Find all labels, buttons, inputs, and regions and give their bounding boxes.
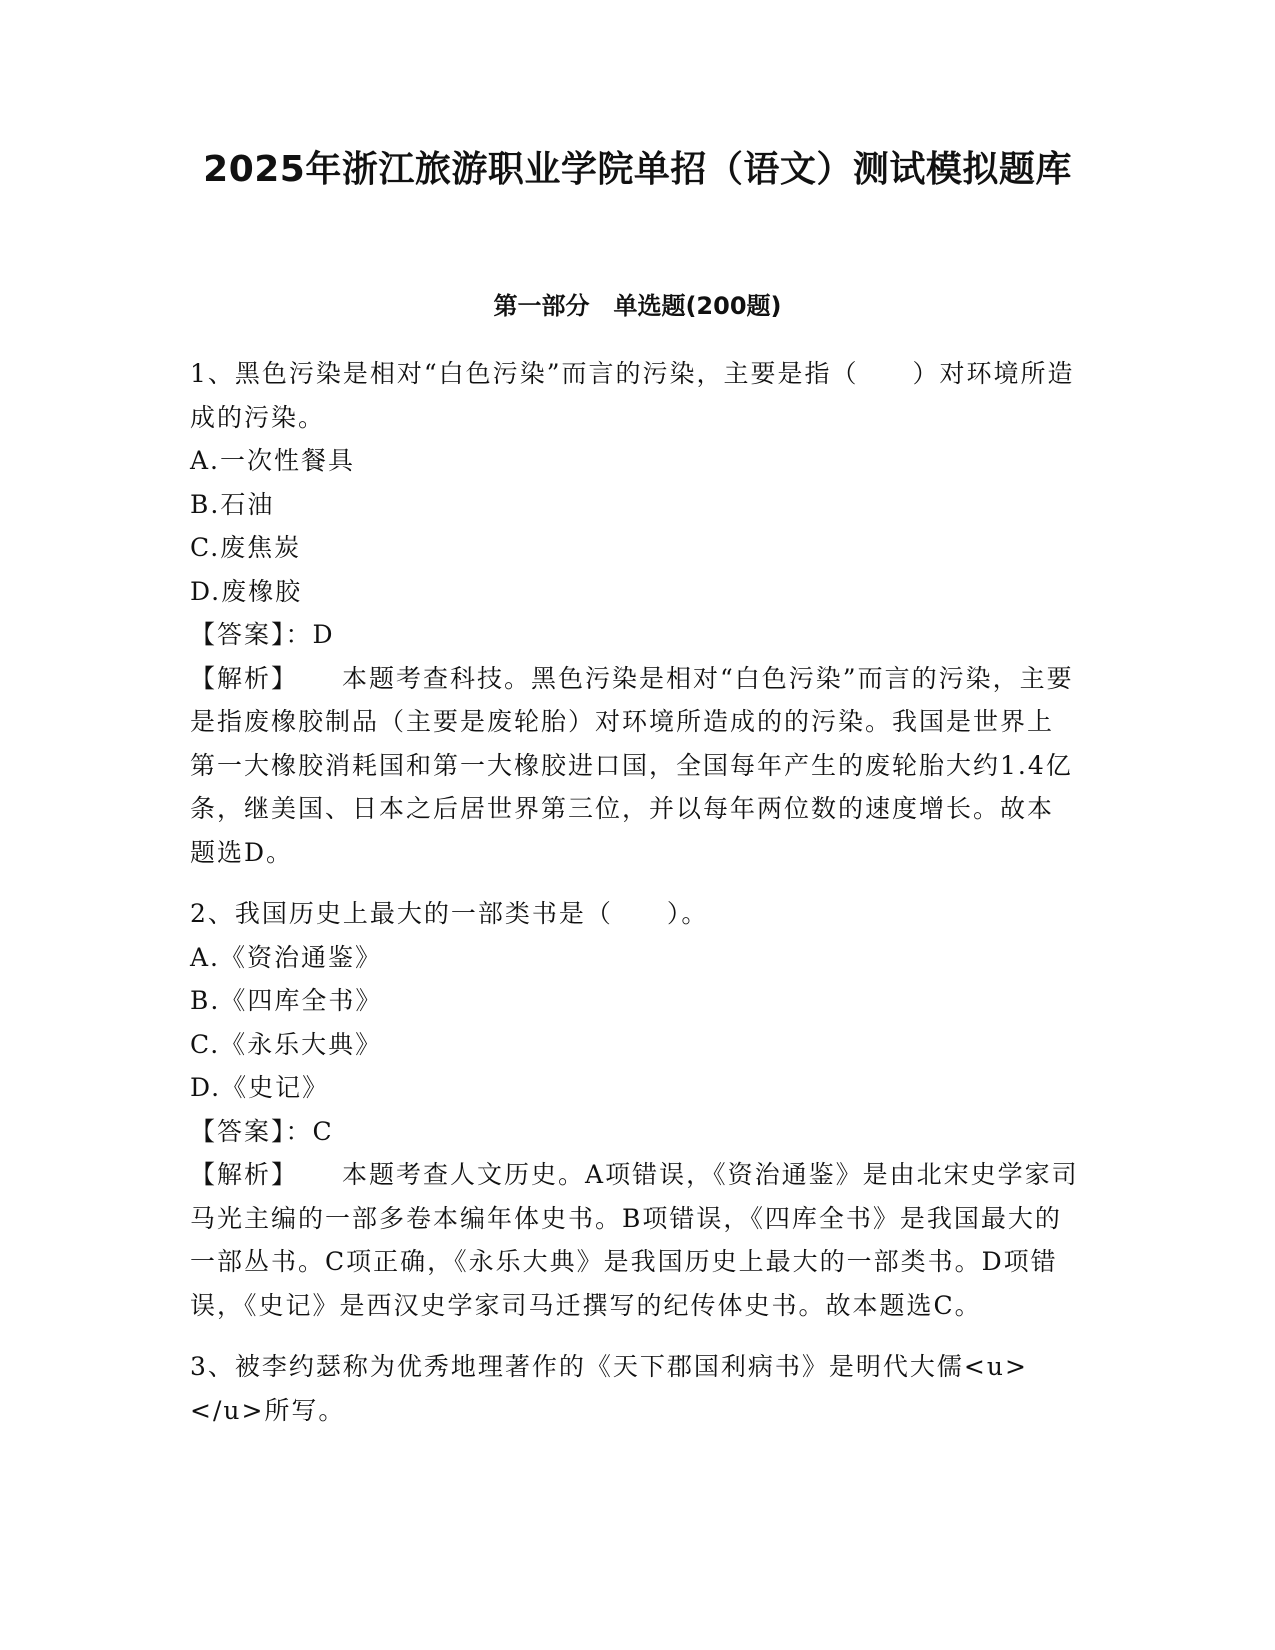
option-a: A.《资治通鉴》 [190, 942, 383, 972]
analysis-text: 本题考查人文历史。A项错误，《资治通鉴》是由北宋史学家司马光主编的一部多卷本编年体史书。B项错误，《四库全书》是我国最大的一部丛书。C项正确，《永乐大典》是我国历史上最大的一部类书。D项错误，《史记》是西汉史学家司马迁撰写的纪传体史书。故本题选C。 [190, 1160, 1079, 1320]
question-stem: 3、被李约瑟称为优秀地理著作的《天下郡国利病书》是明代大儒<u></u>所写。 [190, 1352, 1028, 1425]
section-heading: 第一部分 单选题(200题) [493, 292, 782, 320]
answer-value: C [312, 1116, 334, 1146]
question-item [190, 352, 1080, 874]
option-d: D.《史记》 [190, 1073, 330, 1102]
answer-line [190, 1110, 1080, 1154]
answer-line [190, 613, 1080, 657]
answer-label: 【答案】： [190, 620, 313, 649]
document-title: 2025年浙江旅游职业学院单招（语文）测试模拟题库 [203, 149, 1072, 190]
answer-value: D [312, 620, 335, 649]
analysis-paragraph [190, 1153, 1080, 1327]
option-a: A.一次性餐具 [190, 446, 356, 475]
option-b: B.石油 [190, 489, 275, 519]
question-list [190, 352, 1080, 1450]
question-stem: 2、我国历史上最大的一部类书是（ ）。 [190, 899, 709, 928]
option-c: C.废焦炭 [190, 533, 302, 562]
analysis-label: 【解析】 [190, 663, 299, 693]
option-c: C.《永乐大典》 [190, 1029, 383, 1059]
option-b: B.《四库全书》 [190, 986, 383, 1015]
question-item [190, 1345, 1080, 1432]
analysis-text: 本题考查科技。黑色污染是相对“白色污染”而言的污染，主要是指废橡胶制品（主要是废轮胎）对环境所造成的的污染。我国是世界上第一大橡胶消耗国和第一大橡胶进口国，全国每年产生的废轮胎大约1.4亿条，继美国、日本之后居世界第三位，并以每年两位数的速度增长。故本题选D。 [190, 663, 1074, 867]
analysis-paragraph [190, 657, 1080, 875]
question-item [190, 892, 1080, 1327]
analysis-label: 【解析】 [190, 1160, 299, 1189]
option-d: D.废橡胶 [190, 576, 303, 606]
question-stem: 1、黑色污染是相对“白色污染”而言的污染，主要是指（ ）对环境所造成的污染。 [190, 359, 1075, 432]
answer-label: 【答案】： [190, 1116, 313, 1146]
